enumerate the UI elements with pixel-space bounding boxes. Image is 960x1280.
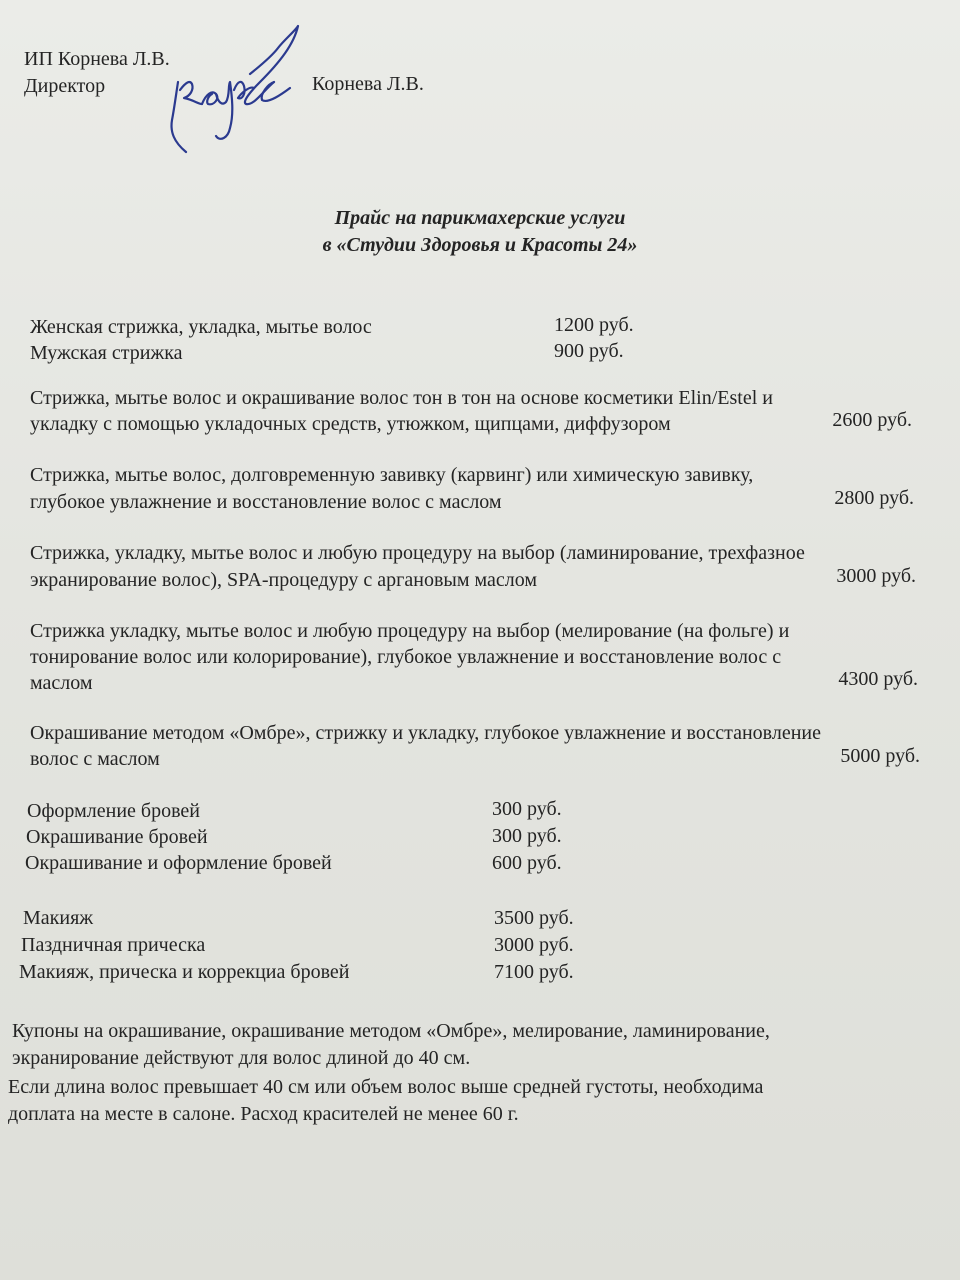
makeup-service-price: 3500 руб. — [494, 907, 574, 929]
service-line: Стрижка, мытье волос и окрашивание волос тон в тон на основе косметики Elin/Estel и — [30, 387, 773, 409]
service-price: 2800 руб. — [834, 487, 914, 509]
brow-service-price: 300 руб. — [492, 825, 562, 847]
service-line: укладку с помощью укладочных средств, утюжком, щипцами, диффузором — [30, 413, 671, 435]
service-line: Стрижка, укладку, мытье волос и любую процедуру на выбор (ламинирование, трехфазное — [30, 542, 805, 564]
approval-org: ИП Корнева Л.В. — [24, 48, 170, 70]
service-price: 5000 руб. — [840, 745, 920, 767]
brow-service-price: 600 руб. — [492, 852, 562, 874]
service-line: маслом — [30, 672, 93, 694]
service-price: 4300 руб. — [838, 668, 918, 690]
service-line: Стрижка, мытье волос, долговременную завивку (карвинг) или химическую завивку, — [30, 464, 754, 486]
brow-service-price: 300 руб. — [492, 798, 562, 820]
note-line: Купоны на окрашивание, окрашивание методом «Омбре», мелирование, ламинирование, — [12, 1020, 770, 1042]
makeup-service-name: Паздничная прическа — [21, 934, 206, 956]
brow-service-name: Оформление бровей — [27, 800, 200, 822]
brow-service-name: Окрашивание и оформление бровей — [25, 852, 332, 874]
service-line: экранирование волос), SPA-процедуру с аргановым маслом — [30, 569, 538, 591]
service-price: 3000 руб. — [836, 565, 916, 587]
note-line: Если длина волос превышает 40 см или объем волос выше средней густоты, необходима — [8, 1076, 764, 1098]
service-line: волос с маслом — [30, 748, 160, 770]
service-price: 900 руб. — [554, 340, 624, 362]
approval-role: Директор — [24, 75, 106, 97]
document-title-line-2: в «Студии Здоровья и Красоты 24» — [322, 234, 638, 256]
service-line: глубокое увлажнение и восстановление волос с маслом — [30, 491, 502, 513]
service-name: Мужская стрижка — [30, 342, 183, 364]
makeup-service-price: 3000 руб. — [494, 934, 574, 956]
note-line: экранирование действуют для волос длиной до 40 см. — [12, 1047, 471, 1069]
makeup-service-price: 7100 руб. — [494, 961, 574, 983]
approval-name: Корнева Л.В. — [312, 73, 424, 95]
service-price: 1200 руб. — [554, 314, 634, 336]
service-line: Окрашивание методом «Омбре», стрижку и укладку, глубокое увлажнение и восстановление — [30, 722, 821, 744]
note-line: доплата на месте в салоне. Расход красителей не менее 60 г. — [8, 1103, 519, 1125]
service-line: тонирование волос или колорирование), глубокое увлажнение и восстановление волос с — [30, 646, 782, 668]
director-signature — [150, 20, 310, 160]
service-line: Стрижка укладку, мытье волос и любую процедуру на выбор (мелирование (на фольге) и — [30, 620, 790, 642]
service-name: Женская стрижка, укладка, мытье волос — [30, 316, 372, 338]
brow-service-name: Окрашивание бровей — [26, 826, 208, 848]
document-title-line-1: Прайс на парикмахерские услуги — [334, 207, 626, 229]
makeup-service-name: Макияж — [23, 907, 94, 929]
makeup-service-name: Макияж, прическа и коррекциа бровей — [19, 961, 350, 983]
service-price: 2600 руб. — [832, 409, 912, 431]
